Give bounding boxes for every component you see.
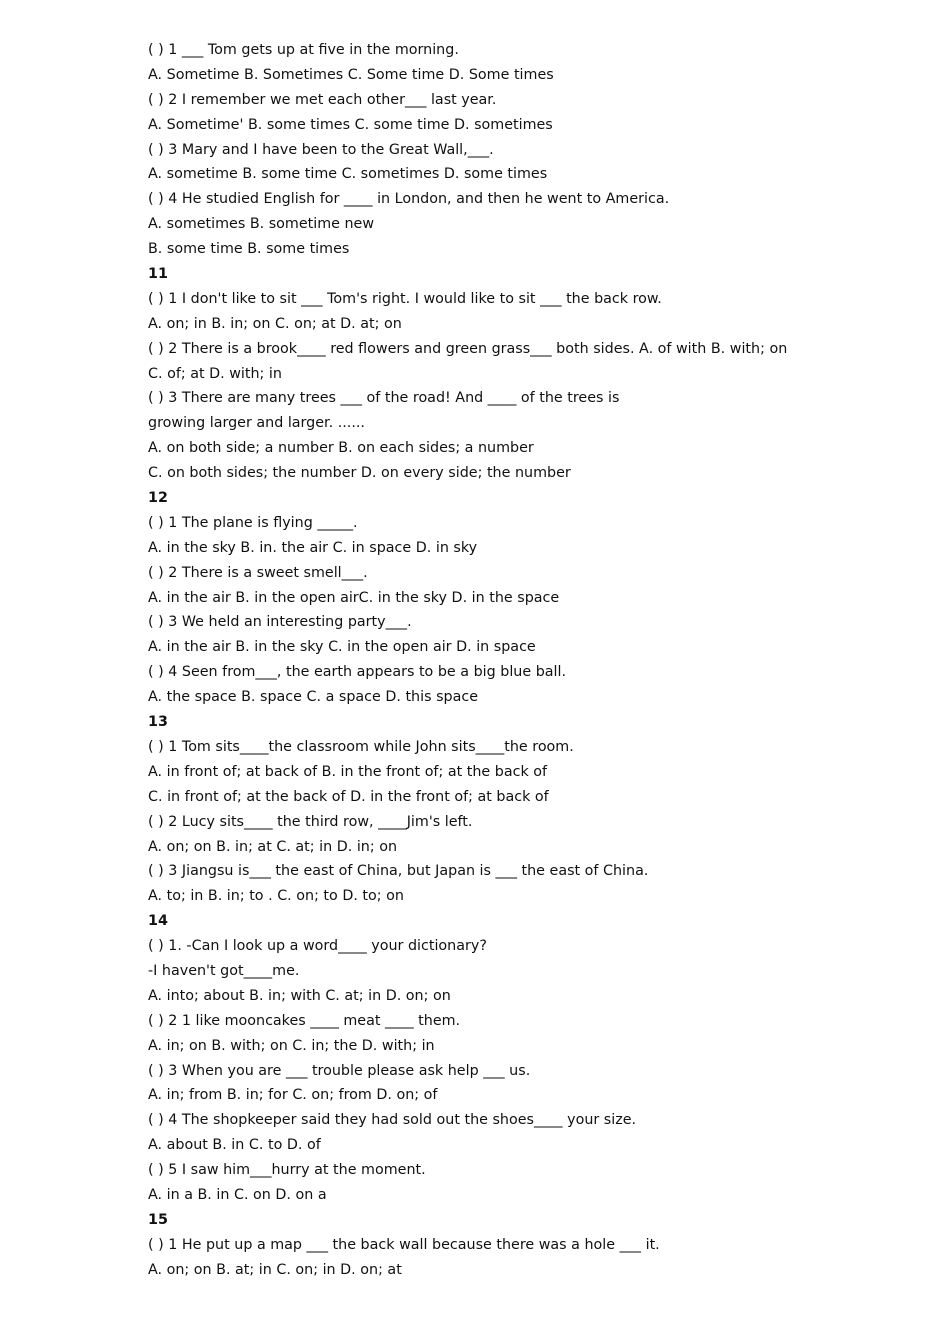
text-line: A. on; on B. at; in C. on; in D. on; at	[148, 1261, 402, 1278]
text-line: ( ) 5 I saw him___hurry at the moment.	[148, 1162, 426, 1179]
section-number: 15	[148, 1211, 168, 1228]
section-number: 11	[148, 266, 168, 283]
text-line: ( ) 2 1 like mooncakes ____ meat ____ them.	[148, 1012, 461, 1029]
text-line: ( ) 1 Tom sits____the classroom while John sits____the room.	[148, 738, 574, 755]
text-line: ( ) 2 There is a brook____ red flowers and green grass___ both sides. A. of with B. with; on	[148, 340, 788, 357]
text-line: growing larger and larger. ......	[148, 415, 365, 432]
text-line: ( ) 3 There are many trees ___ of the road! And ____ of the trees is	[148, 390, 620, 407]
text-line: A. Sometime' B. some times C. some time D. sometimes	[148, 116, 553, 133]
section-number: 12	[148, 490, 168, 507]
text-line: A. on; on B. in; at C. at; in D. in; on	[148, 838, 398, 855]
text-line: A. the space B. space C. a space D. this space	[148, 689, 479, 706]
text-line: ( ) 1 I don't like to sit ___ Tom's right. I would like to sit ___ the back row.	[148, 290, 662, 307]
document-body	[148, 38, 828, 1283]
text-line: ( ) 1. -Can I look up a word____ your dictionary?	[148, 938, 487, 955]
text-line: ( ) 4 Seen from___, the earth appears to be a big blue ball.	[148, 664, 567, 681]
text-line: ( ) 2 I remember we met each other___ last year.	[148, 91, 497, 108]
text-line: A. into; about B. in; with C. at; in D. on; on	[148, 987, 451, 1004]
text-line: A. in; from B. in; for C. on; from D. on; of	[148, 1087, 438, 1104]
text-line: A. Sometime B. Sometimes C. Some time D. Some times	[148, 66, 554, 83]
text-line: ( ) 2 There is a sweet smell___.	[148, 564, 368, 581]
text-line: ( ) 4 He studied English for ____ in London, and then he went to America.	[148, 191, 670, 208]
text-line: A. to; in B. in; to . C. on; to D. to; on	[148, 888, 404, 905]
text-line: A. on both side; a number B. on each sides; a number	[148, 440, 534, 457]
text-line: A. sometimes B. sometime new	[148, 216, 375, 233]
text-line: B. some time B. some times	[148, 241, 350, 258]
text-line: A. in the air B. in the open airC. in the sky D. in the space	[148, 589, 560, 606]
section-number: 13	[148, 714, 168, 731]
section-number: 14	[148, 913, 168, 930]
text-line: ( ) 1 The plane is flying _____.	[148, 514, 358, 531]
text-line: C. on both sides; the number D. on every side; the number	[148, 465, 571, 482]
text-line: A. in; on B. with; on C. in; the D. with; in	[148, 1037, 435, 1054]
text-line: C. in front of; at the back of D. in the front of; at back of	[148, 788, 549, 805]
text-line: A. in a B. in C. on D. on a	[148, 1186, 327, 1203]
text-line: -I haven't got____me.	[148, 962, 300, 979]
text-line: ( ) 3 When you are ___ trouble please ask help ___ us.	[148, 1062, 531, 1079]
text-line: ( ) 4 The shopkeeper said they had sold out the shoes____ your size.	[148, 1112, 637, 1129]
text-line: A. in the sky B. in. the air C. in space D. in sky	[148, 539, 478, 556]
text-line: C. of; at D. with; in	[148, 365, 282, 382]
text-line: ( ) 3 Mary and I have been to the Great Wall,___.	[148, 141, 494, 158]
text-line: ( ) 1 He put up a map ___ the back wall because there was a hole ___ it.	[148, 1236, 660, 1253]
text-line: A. in front of; at back of B. in the front of; at the back of	[148, 763, 548, 780]
text-line: A. about B. in C. to D. of	[148, 1137, 321, 1154]
text-line: ( ) 3 Jiangsu is___ the east of China, but Japan is ___ the east of China.	[148, 863, 649, 880]
text-line: ( ) 1 ___ Tom gets up at five in the morning.	[148, 42, 459, 58]
text-line: ( ) 3 We held an interesting party___.	[148, 614, 412, 631]
text-line: A. in the air B. in the sky C. in the open air D. in space	[148, 639, 536, 656]
text-line: A. on; in B. in; on C. on; at D. at; on	[148, 315, 402, 332]
text-line: A. sometime B. some time C. sometimes D. some times	[148, 166, 548, 183]
text-line: ( ) 2 Lucy sits____ the third row, ____Jim's left.	[148, 813, 473, 830]
